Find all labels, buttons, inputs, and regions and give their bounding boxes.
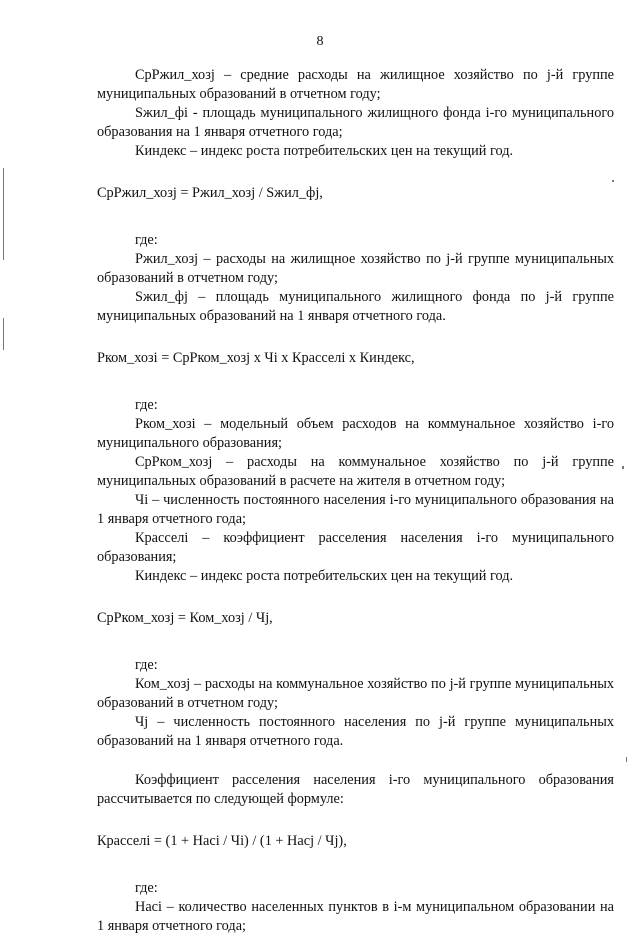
paragraph: Sжил_фi - площадь муниципального жилищного фонда i-го муниципального образования на 1 января отчетного года; bbox=[97, 105, 614, 140]
paragraph: Насi – количество населенных пунктов в i-м муниципальном образовании на 1 января отчетного года; bbox=[97, 899, 614, 934]
paragraph: Чj – численность постоянного населения по j-й группе муниципальных образований на 1 января отчетного года. bbox=[97, 714, 614, 749]
paragraph: где: bbox=[135, 657, 158, 673]
scan-mark bbox=[622, 466, 624, 469]
paragraph: Коэффициент расселения населения i-го муниципального образования рассчитывается по следующей формуле: bbox=[97, 772, 614, 807]
paragraph: где: bbox=[135, 232, 158, 248]
paragraph: Киндекс – индекс роста потребительских цен на текущий год. bbox=[135, 143, 514, 159]
document-body bbox=[97, 66, 614, 936]
paragraph: Чi – численность постоянного населения i-го муниципального образования на 1 января отчетного года; bbox=[97, 492, 614, 527]
formula: СрРжил_хозj = Ржил_хозj / Sжил_фj, bbox=[97, 185, 323, 201]
scan-mark bbox=[3, 318, 4, 350]
paragraph: Sжил_фj – площадь муниципального жилищного фонда по j-й группе муниципальных образований на 1 января отчетного года. bbox=[97, 289, 614, 324]
formula: Рком_хозi = СрРком_хозj х Чi х Красселi х Киндекс, bbox=[97, 350, 415, 366]
page-number: 8 bbox=[316, 34, 324, 49]
scan-mark bbox=[3, 168, 4, 260]
paragraph-gap bbox=[97, 751, 614, 771]
paragraph: Красселi – коэффициент расселения населения i-го муниципального образования; bbox=[97, 530, 614, 565]
paragraph: Ком_хозj – расходы на коммунальное хозяйство по j-й группе муниципальных образований в отчетном году; bbox=[97, 676, 614, 711]
paragraph: Киндекс – индекс роста потребительских цен на текущий год. bbox=[135, 568, 514, 584]
formula: Красселi = (1 + Насi / Чi) / (1 + Насj / Чj), bbox=[97, 833, 347, 849]
paragraph: Ржил_хозj – расходы на жилищное хозяйство по j-й группе муниципальных образований в отчетном году; bbox=[97, 251, 614, 286]
paragraph: где: bbox=[135, 880, 158, 896]
scan-mark bbox=[626, 757, 627, 762]
paragraph: СрРжил_хозj – средние расходы на жилищное хозяйство по j-й группе муниципальных образований в отчетном году; bbox=[97, 67, 614, 102]
scan-mark bbox=[612, 180, 614, 182]
formula: СрРком_хозj = Ком_хозj / Чj, bbox=[97, 610, 273, 626]
paragraph: СрРком_хозj – расходы на коммунальное хозяйство по j-й группе муниципальных образований в расчете на жителя в отчетном году; bbox=[97, 454, 614, 489]
paragraph: Рком_хозi – модельный объем расходов на коммунальное хозяйство i-го муниципального образования; bbox=[97, 416, 614, 451]
paragraph: где: bbox=[135, 397, 158, 413]
